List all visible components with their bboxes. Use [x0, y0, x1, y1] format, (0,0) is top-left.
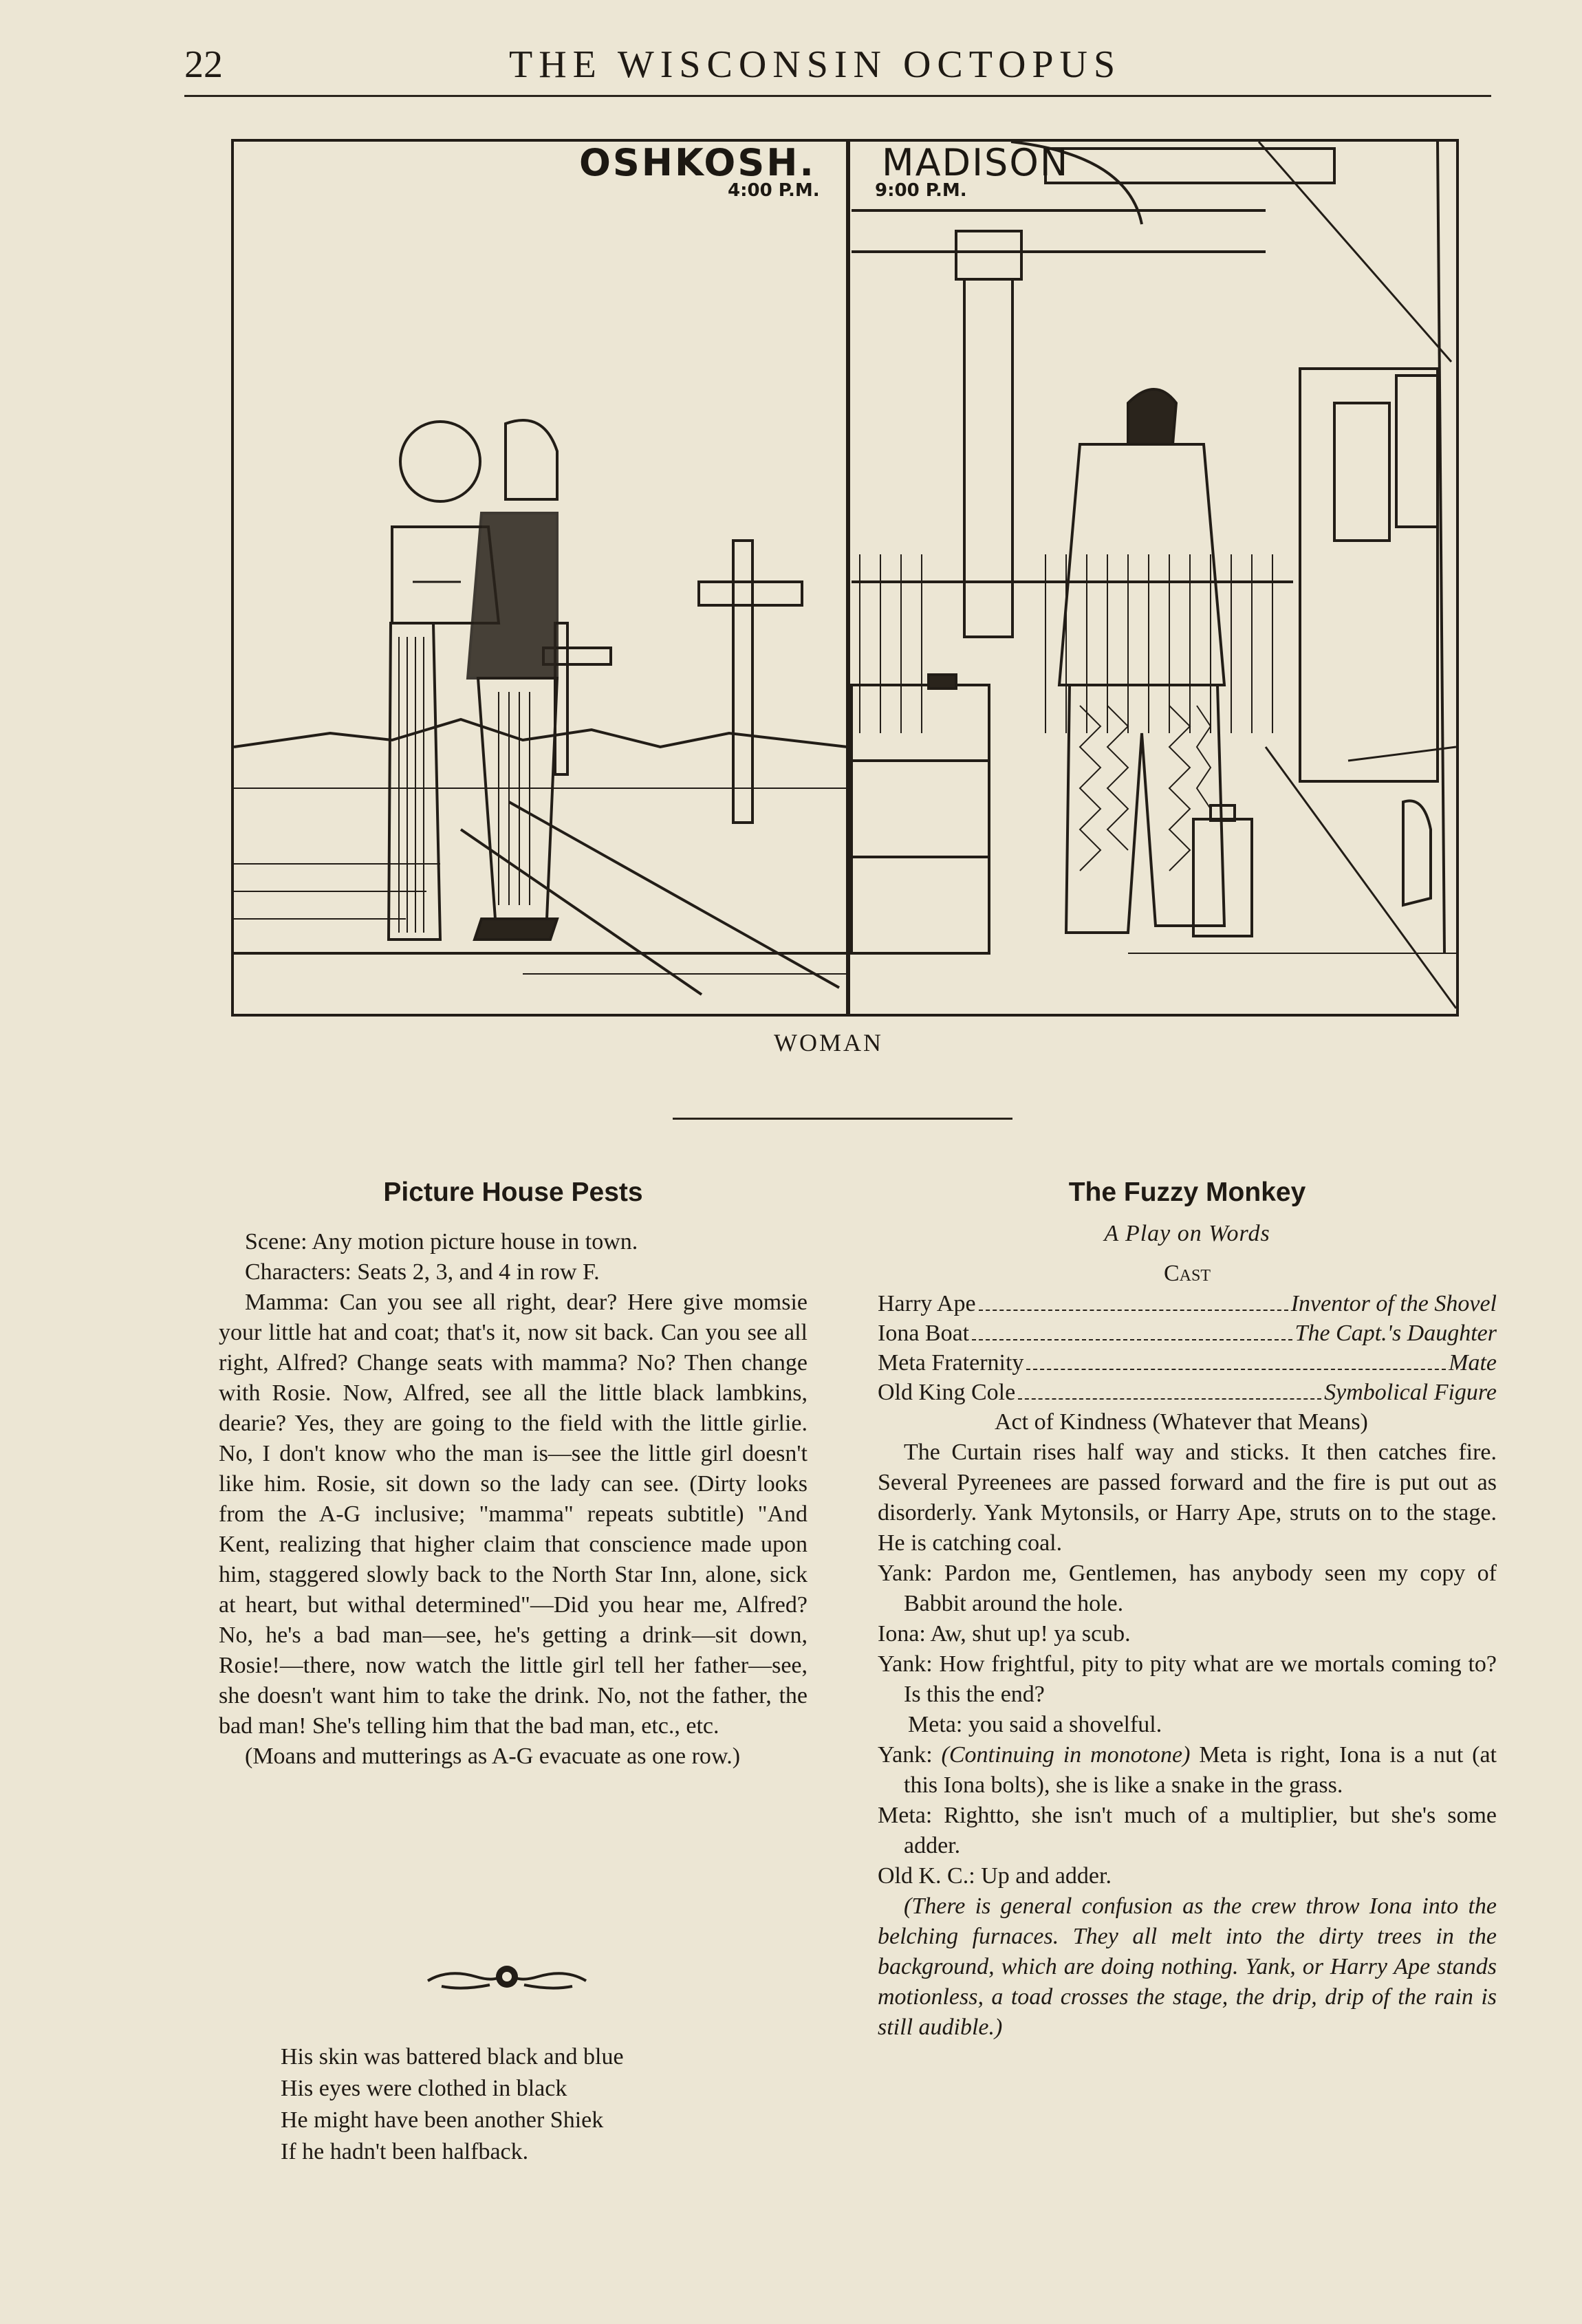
- madison-sign: MADISON: [882, 141, 1070, 184]
- dialogue-text: Aw, shut up! ya scub.: [930, 1621, 1131, 1647]
- poem-line: His eyes were clothed in black: [281, 2076, 567, 2101]
- cast-row: [878, 1378, 1497, 1407]
- characters-line: Characters: Seats 2, 3, and 4 in row F.: [245, 1259, 600, 1285]
- header-rule: [184, 95, 1491, 97]
- dialogue-line: [878, 1559, 1497, 1619]
- panel-divider: [846, 139, 850, 1017]
- magazine-title: THE WISCONSIN OCTOPUS: [509, 43, 1122, 86]
- dotted-leader: [979, 1310, 1288, 1311]
- dotted-leader: [1018, 1398, 1321, 1400]
- dotted-leader: [1026, 1369, 1446, 1370]
- page-number: 22: [184, 43, 223, 86]
- halfback-poem: [281, 2041, 624, 2168]
- dialogue-text: Pardon me, Gentlemen, has anybody seen my copy of Babbit around the hole.: [904, 1561, 1497, 1616]
- cast-name: Harry Ape: [878, 1291, 976, 1316]
- poem-line: His skin was battered black and blue: [281, 2044, 624, 2070]
- speaker: Old K. C.:: [878, 1863, 975, 1889]
- ornament-icon: [421, 1959, 593, 1997]
- dialogue-line: [878, 1801, 1497, 1861]
- cast-role: Mate: [1449, 1350, 1497, 1376]
- cast-name: Iona Boat: [878, 1321, 970, 1346]
- speaker: Yank:: [878, 1561, 933, 1586]
- poem-line: He might have been another Shiek: [281, 2107, 604, 2133]
- closing-stage-direction: (There is general confusion as the crew throw Iona into the belching furnaces. They all melt into the dirty trees in the background, which are doing nothing. Yank, or Harry Ape stands motionless, a toad crosses the stage, the drip, drip of the rain is still audible.): [878, 1893, 1497, 2040]
- cast-role: Symbolical Figure: [1324, 1380, 1497, 1405]
- section-divider: [673, 1118, 1012, 1120]
- stage-direction: (Continuing in monotone): [941, 1742, 1191, 1768]
- oshkosh-sign: OSHKOSH.: [579, 141, 816, 184]
- dialogue-text: Meta is right, Iona is a nut (at this Iona bolts), she is like a snake in the grass.: [904, 1742, 1497, 1798]
- cast-name: Meta Fraternity: [878, 1350, 1024, 1376]
- speaker: Yank:: [878, 1651, 933, 1677]
- dialogue-line: [878, 1740, 1497, 1801]
- poem-line: If he hadn't been halfback.: [281, 2139, 529, 2164]
- madison-time: 9:00 P.M.: [875, 180, 967, 201]
- speaker: Meta:: [908, 1712, 963, 1737]
- article-subtitle: A Play on Words: [1104, 1221, 1270, 1246]
- stage-intro: The Curtain rises half way and sticks. It then catches fire. Several Pyreenees are passed forward and the fire is put out as disorderly. Yank Mytonsils, or Harry Ape, struts on to the stage. He is catching coal.: [878, 1440, 1497, 1556]
- article-title: The Fuzzy Monkey: [1068, 1177, 1306, 1207]
- dialogue-text: you said a shovelful.: [968, 1712, 1162, 1737]
- cast-row: [878, 1318, 1497, 1348]
- cast-name: Old King Cole: [878, 1380, 1016, 1405]
- speaker: Meta:: [878, 1803, 933, 1828]
- dialogue-line: [878, 1861, 1497, 1891]
- dialogue-text: Up and adder.: [981, 1863, 1112, 1889]
- dialogue-line: [878, 1619, 1497, 1649]
- dialogue-text: Rightto, she isn't much of a multiplier, but she's some adder.: [904, 1803, 1497, 1858]
- dialogue-line: [878, 1649, 1497, 1710]
- cartoon-illustration: [231, 139, 1459, 1017]
- cast-role: Inventor of the Shovel: [1290, 1291, 1497, 1316]
- mamma-monologue: Mamma: Can you see all right, dear? Here give momsie your little hat and coat; that's it, now sit back. Can you see all right, Alfred? Change seats with mamma? No? Then change with Rosie. Now, Alfred, see all the little black lambkins, dearie? Yes, they are going to the field with the little girlie. No, I don't know who the man is—see the little girl doesn't like him. Rosie, sit down so the lady can see. (Dirty looks from the A-G inclusive; "mamma" repeats subtitle) "And Kent, realizing that higher claim that conscience made upon him, staggered slowly back to the North Star Inn, alone, sick at heart, but withal determined"—Did you hear me, Alfred? No, he's a bad man—see, he's getting a drink—sit down, Rosie!—there, now watch the little girl tell her father—see, she doesn't want him to take the drink. No, not the father, the bad man! She's telling him that the bad man, etc., etc.: [219, 1290, 808, 1739]
- speaker: Yank:: [878, 1742, 933, 1768]
- dialogue-text: How frightful, pity to pity what are we mortals coming to? Is this the end?: [904, 1651, 1497, 1707]
- cast-row: [878, 1348, 1497, 1378]
- act-line: Act of Kindness (Whatever that Means): [995, 1409, 1368, 1435]
- dotted-leader: [972, 1339, 1292, 1340]
- picture-house-pests-article: [219, 1177, 808, 1772]
- cast-role: The Capt.'s Daughter: [1294, 1321, 1497, 1346]
- speaker: Iona:: [878, 1621, 926, 1647]
- fuzzy-monkey-article: [878, 1177, 1497, 2043]
- dialogue-line: [878, 1710, 1497, 1740]
- article-title: Picture House Pests: [383, 1177, 643, 1207]
- cast-row: [878, 1289, 1497, 1318]
- scene-line: Scene: Any motion picture house in town.: [245, 1229, 638, 1255]
- oshkosh-time: 4:00 P.M.: [728, 180, 820, 201]
- cartoon-caption: WOMAN: [774, 1029, 883, 1056]
- cartoon-drawing: [234, 142, 1456, 1014]
- cast-heading: Cast: [1163, 1261, 1211, 1286]
- closing-stage-direction: (Moans and mutterings as A-G evacuate as one row.): [245, 1744, 741, 1769]
